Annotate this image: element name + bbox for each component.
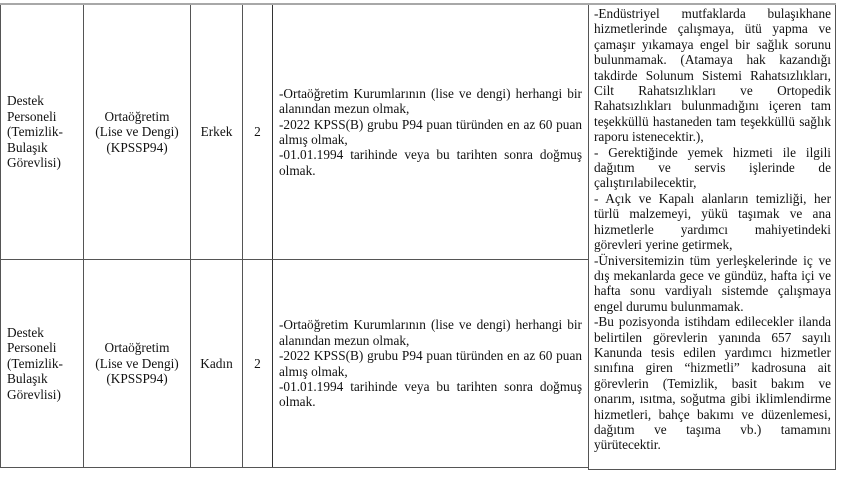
requirements-cell — [273, 260, 588, 467]
education-line: (KPSSP94) — [106, 139, 168, 155]
requirement-item: -Ortaöğretim Kurumlarının (lise ve dengi) herhangi bir alanından mezun olmak, — [279, 317, 582, 348]
notes-cell — [589, 5, 836, 470]
position-line: Personeli — [7, 108, 57, 124]
requirements-text — [279, 317, 582, 409]
requirement-item: -2022 KPSS(B) grubu P94 puan türünden en az 60 puan almış olmak, — [279, 116, 582, 147]
count-cell — [243, 260, 272, 467]
table-border-bottom-left — [0, 467, 589, 468]
position-line: Bulaşık — [7, 139, 48, 155]
education-cell — [84, 260, 190, 467]
requirement-item: -Ortaöğretim Kurumlarının (lise ve dengi) herhangi bir alanından mezun olmak, — [279, 85, 582, 117]
position-line: (Temizlik- — [7, 124, 63, 140]
gender-cell — [191, 260, 242, 467]
count-value: 2 — [254, 355, 261, 371]
education-line: (Lise ve Dengi) — [95, 124, 179, 140]
count-value: 2 — [254, 124, 261, 140]
gender-cell — [191, 5, 242, 259]
position-line: Görevlisi) — [7, 386, 61, 402]
position-cell — [1, 5, 83, 259]
education-line: Ortaöğretim — [104, 340, 170, 356]
position-cell — [1, 260, 83, 467]
position-line: Destek — [7, 93, 44, 109]
gender-value: Erkek — [200, 124, 233, 140]
education-line: (Lise ve Dengi) — [95, 355, 179, 371]
requirement-item: -01.01.1994 tarihinde veya bu tarihten sonra doğmuş olmak. — [279, 378, 582, 410]
note-item: - Gerektiğinde yemek hizmeti ile ilgili dağıtım ve servis işlerinde de çalıştırılabilecektir, — [594, 144, 831, 191]
requirement-item: -01.01.1994 tarihinde veya bu tarihten sonra doğmuş olmak. — [279, 147, 582, 178]
gender-value: Kadın — [200, 355, 233, 371]
requirements-cell — [273, 5, 588, 259]
position-line: Destek — [7, 324, 44, 340]
requirements-text — [279, 86, 582, 178]
education-line: Ortaöğretim — [104, 108, 170, 124]
education-cell — [84, 5, 190, 259]
note-item: -Endüstriyel mutfaklarda bulaşıkhane hizmetlerinde çalışmaya, ütü yapma ve çamaşır yıkamaya engel bir sağlık sorunu bulunmamak. (Atamaya hak kazandığı takdirde Solunum Sistemi Rahatsızlıkları, Cilt Rahatsızlıkları ve Ortopedik Rahatsızlıkları bulunmadığını içeren tam teşekküllü hastaneden tam teşekküllü sağlık raporu istenecektir.), — [594, 6, 831, 145]
note-item: -Bu pozisyonda istihdam edilecekler ilanda belirtilen görevlerin yanında 657 sayılı Kanunda tesis edilen yardımcı hizmetler sınıfına giren “hizmetli” kadrosuna ait görevlerin (Temizlik, basit bakım ve onarım, ısıtma, soğutma gibi iklimlendirme hizmetleri, bahçe bakımı ve düzenlemesi, dağıtım ve taşıma vb.) tamamını yürütecektir. — [594, 314, 831, 453]
position-title — [7, 93, 63, 170]
note-item: -Üniversitemizin tüm yerleşkelerinde iç ve dış mekanlarda gece ve gündüz, hafta içi ve hafta sonu vardiyalı sistemde çalışmaya engel durumu bulunmamak. — [594, 252, 831, 314]
position-line: Bulaşık — [7, 371, 48, 387]
education-level — [95, 340, 178, 386]
position-line: Personeli — [7, 340, 57, 356]
education-level — [95, 109, 178, 155]
education-line: (KPSSP94) — [106, 371, 168, 387]
count-cell — [243, 5, 272, 259]
position-line: (Temizlik- — [7, 355, 63, 371]
note-item: - Açık ve Kapalı alanların temizliği, her türlü malzemeyi, yükü taşımak ve ana hizmetlerle yardımcı mahiyetindeki görevleri yerine getirmek, — [594, 190, 831, 253]
requirement-item: -2022 KPSS(B) grubu P94 puan türünden en az 60 puan almış olmak, — [279, 348, 582, 379]
position-title — [7, 325, 63, 402]
position-line: Görevlisi) — [7, 155, 61, 171]
